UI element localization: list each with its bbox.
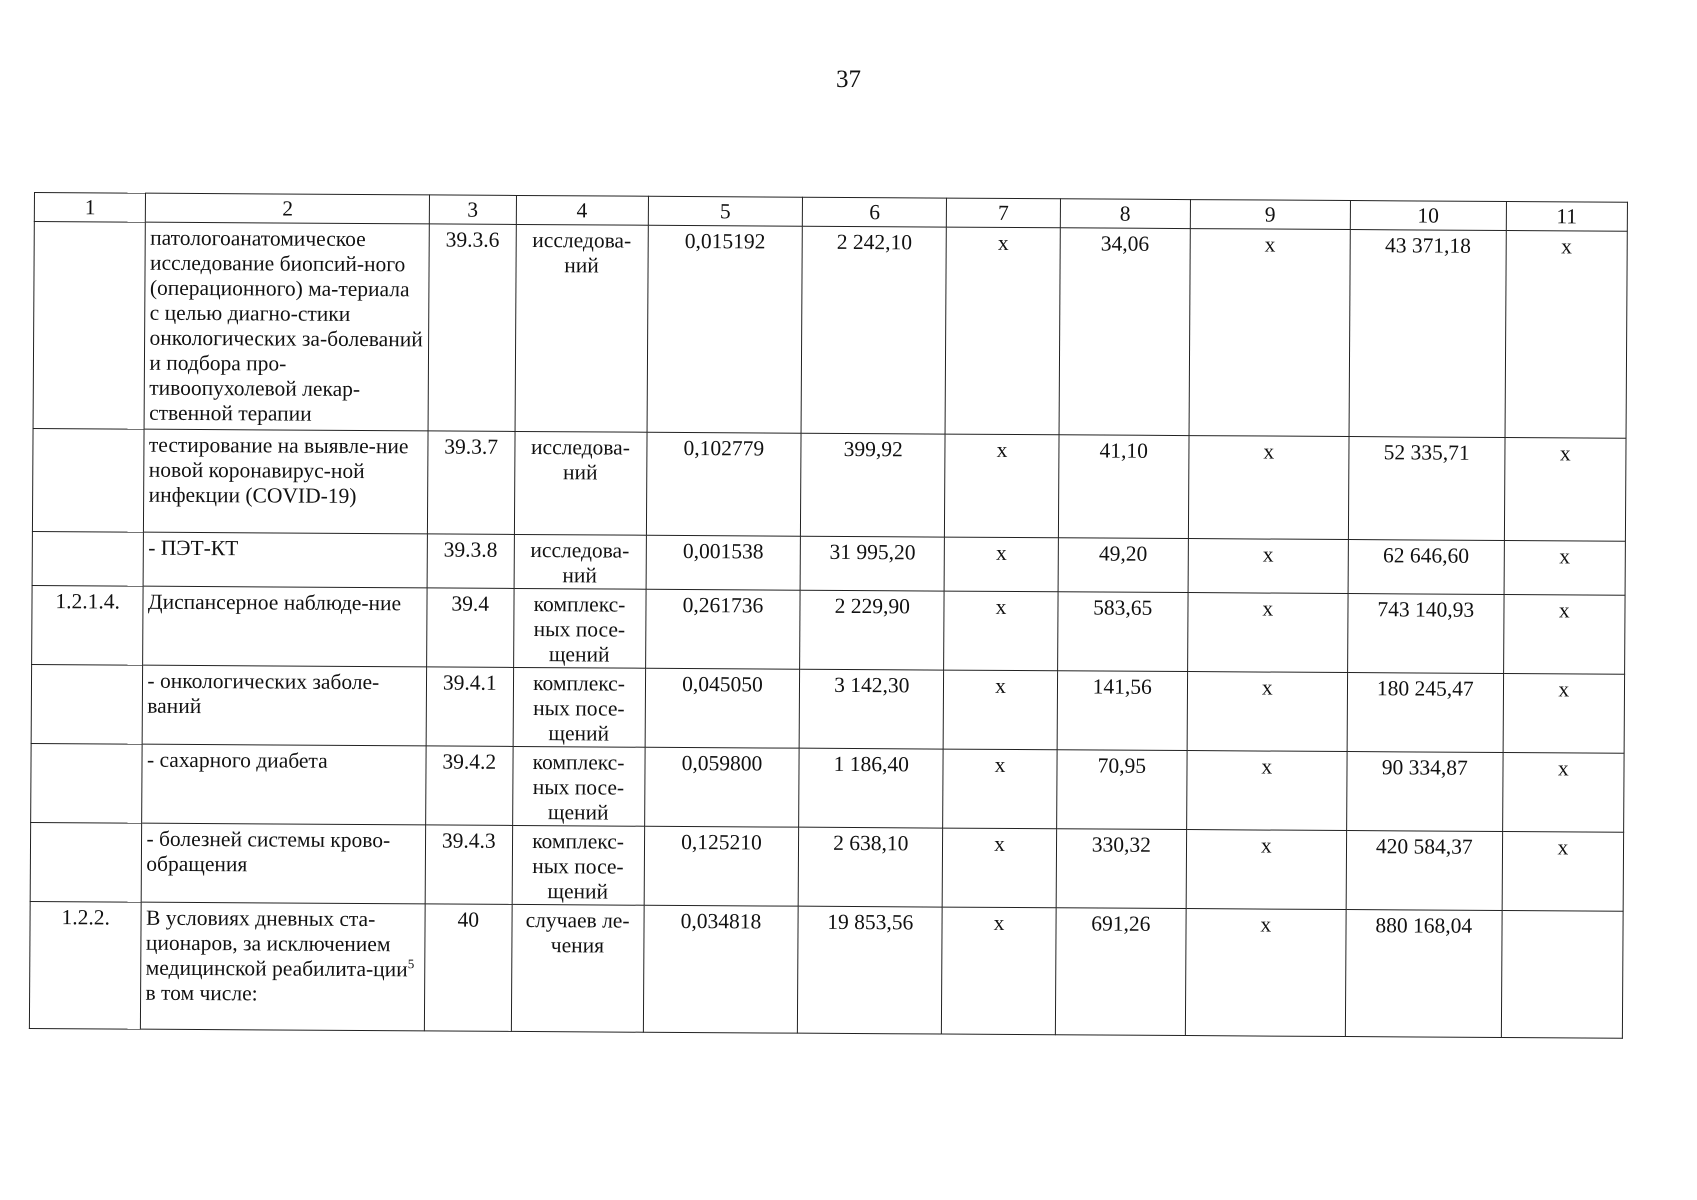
cell-col6: 19 853,56 [798,906,943,1034]
cell-col7: х [944,537,1058,592]
cell-col11: х [1504,540,1626,595]
cell-col5: 0,015192 [647,225,803,433]
cell-col7: х [945,434,1059,538]
cell-col5: 0,001538 [646,535,801,590]
cell-col5: 0,034818 [643,905,799,1033]
row-code: 39.3.7 [427,431,514,535]
cell-col10: 743 140,93 [1347,594,1503,674]
cell-col8: 691,26 [1055,908,1186,1036]
cell-col11 [1501,910,1623,1038]
cell-col9: х [1188,539,1348,594]
row-number [30,822,142,902]
cell-col5: 0,261736 [645,589,800,669]
column-header: 5 [648,196,803,226]
row-code: 39.3.8 [427,534,514,589]
cell-col5: 0,125210 [644,826,799,906]
row-code: 39.4 [427,588,514,668]
table-row [29,901,1623,1038]
row-number [32,428,144,532]
cell-col9: х [1188,436,1349,540]
column-header: 3 [429,195,516,225]
footnote-marker: 5 [407,956,415,972]
cell-col8: 34,06 [1059,228,1190,436]
cell-col7: х [943,749,1057,829]
cell-col6: 2 638,10 [798,827,942,907]
row-name: - онкологических заболе-ваний [143,665,427,746]
cell-col9: х [1186,830,1347,910]
cell-col10: 180 245,47 [1347,673,1503,753]
table-row [32,585,1625,674]
cell-col8: 49,20 [1058,538,1188,593]
cell-col5: 0,059800 [644,747,799,827]
data-table [29,192,1628,1039]
row-code: 39.3.6 [428,224,516,432]
column-header: 8 [1060,199,1190,229]
cell-col8: 141,56 [1057,671,1187,751]
row-name: - сахарного диабета [142,744,426,825]
column-header: 1 [34,193,146,223]
cell-col10: 90 334,87 [1346,752,1502,832]
cell-col7: х [943,670,1057,750]
column-header: 6 [803,197,947,227]
row-number [33,222,146,430]
cell-col10: 62 646,60 [1348,540,1504,595]
cell-col11: х [1505,230,1628,438]
cell-col10: 43 371,18 [1349,230,1506,438]
cell-col9: х [1185,909,1346,1037]
cell-col8: 583,65 [1057,592,1187,672]
row-name: патологоанатомическое исследование биопсий-ного (операционного) ма-териала с целью диагно-стики онкологических за-болеваний и подбора про-тивоопухолевой лекар-ственной терапии [145,222,430,431]
row-number [31,743,143,823]
row-code: 39.4.3 [425,825,512,905]
row-code: 39.4.2 [426,746,513,826]
row-name: В условиях дневных ста-ционаров, за исключением медицинской реабилита-ции [145,905,408,982]
cell-col6: 3 142,30 [799,669,943,749]
cell-col11: х [1502,752,1624,832]
cell-col5: 0,045050 [645,668,800,748]
table-row [31,743,1624,832]
cell-col11: х [1503,673,1625,753]
table-row [30,822,1623,911]
row-number [32,531,144,586]
row-unit: комплекс-ных посе-щений [512,825,644,905]
table-row [31,664,1624,753]
cell-col10: 880 168,04 [1345,910,1502,1038]
row-name: Диспансерное наблюде-ние [143,586,427,667]
row-name: тестирование на выявле-ние новой коронавирус-ной инфекции (COVID-19) [144,429,428,534]
cell-col8: 70,95 [1056,750,1186,830]
cell-col9: х [1187,672,1348,752]
cell-col9: х [1186,751,1347,831]
page-number: 37 [836,66,861,93]
row-unit: исследова-ний [515,224,648,432]
column-header: 4 [516,195,648,225]
row-code: 39.4.1 [426,667,513,747]
row-name-tail: в том числе: [145,980,258,1006]
row-number: 1.2.1.4. [32,585,144,665]
row-unit: исследова-ний [514,534,646,589]
row-name-cell [141,902,425,1031]
row-code: 40 [424,904,511,1032]
cell-col6: 2 229,90 [800,590,944,670]
cell-col5: 0,102779 [646,432,801,536]
cell-col6: 31 995,20 [800,536,944,591]
column-header: 10 [1350,201,1506,231]
cell-col6: 2 242,10 [801,226,946,434]
cell-col7: х [942,828,1056,908]
table-row [33,222,1627,439]
row-unit: комплекс-ных посе-щений [513,588,645,668]
cell-col11: х [1502,831,1624,911]
row-unit: комплекс-ных посе-щений [512,746,644,826]
cell-col6: 1 186,40 [799,748,943,828]
row-name: - ПЭТ-КТ [144,532,428,588]
row-unit: исследова-ний [514,431,647,535]
row-name: - болезней системы крово-обращения [142,823,426,904]
column-header: 11 [1506,201,1627,231]
cell-col7: х [942,907,1056,1035]
row-number [31,664,143,744]
cell-col11: х [1504,437,1626,541]
row-number: 1.2.2. [29,901,141,1029]
cell-col10: 420 584,37 [1346,831,1502,911]
column-header: 2 [146,193,430,224]
cell-col6: 399,92 [801,433,946,537]
column-header: 7 [947,198,1061,228]
cell-col7: х [944,591,1058,671]
cell-col8: 41,10 [1058,435,1188,539]
table-row [32,531,1625,595]
row-unit: случаев ле-чения [511,904,644,1032]
cell-col9: х [1187,593,1348,673]
cell-col7: х [945,227,1060,435]
cell-col11: х [1503,594,1625,674]
cell-col8: 330,32 [1056,829,1186,909]
cell-col10: 52 335,71 [1348,437,1504,541]
table-row [32,428,1626,541]
cell-col9: х [1189,229,1350,437]
column-header: 9 [1190,200,1350,230]
row-unit: комплекс-ных посе-щений [513,667,645,747]
